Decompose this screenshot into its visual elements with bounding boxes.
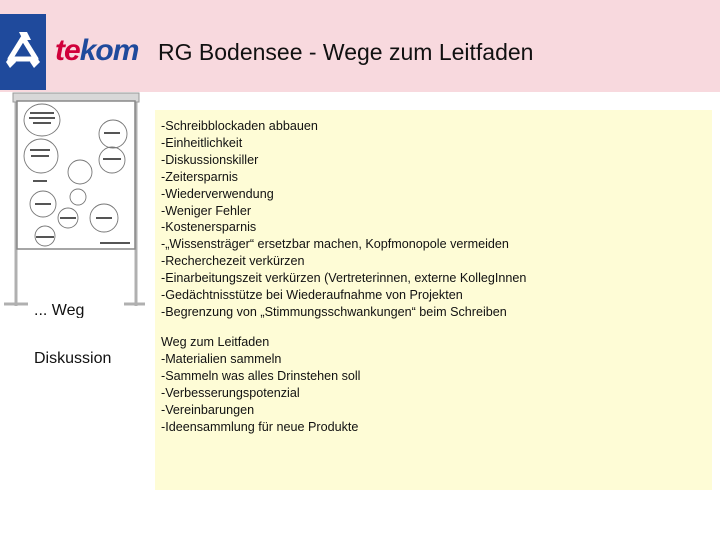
list-item: -Begrenzung von „Stimmungsschwankungen“ beim Schreiben bbox=[161, 304, 507, 319]
list-item: -Kostenersparnis bbox=[161, 220, 257, 235]
slide-title: RG Bodensee - Wege zum Leitfaden bbox=[158, 39, 534, 65]
list-item: -„Wissensträger“ ersetzbar machen, Kopfmonopole vermeiden bbox=[161, 237, 509, 252]
tekom-logo-text: tekom bbox=[55, 34, 139, 67]
list-item: -Zeitersparnis bbox=[161, 169, 238, 184]
list-item: -Schreibblockaden abbauen bbox=[161, 119, 318, 133]
list-item: -Gedächtnisstütze bei Wiederaufnahme von Projekten bbox=[161, 288, 463, 303]
path-list bbox=[161, 334, 360, 435]
discussion-label: Diskussion bbox=[34, 350, 112, 367]
whiteboard-photo bbox=[0, 92, 145, 307]
list-item: -Verbesserungspotenzial bbox=[161, 385, 300, 400]
list-item: -Ideensammlung für neue Produkte bbox=[161, 419, 359, 434]
tekom-logo-icon bbox=[0, 14, 46, 90]
list-item: -Vereinbarungen bbox=[161, 402, 255, 417]
partial-label: ... Weg bbox=[34, 304, 85, 318]
list-item: -Recherchezeit verkürzen bbox=[161, 254, 305, 269]
benefits-list bbox=[161, 118, 526, 321]
list-item: -Wiederverwendung bbox=[161, 186, 274, 201]
list-item: -Sammeln was alles Drinstehen soll bbox=[161, 368, 361, 383]
list-item: -Weniger Fehler bbox=[161, 203, 252, 218]
list-item: -Materialien sammeln bbox=[161, 351, 282, 366]
list-heading: Weg zum Leitfaden bbox=[161, 335, 270, 349]
list-item: -Einarbeitungszeit verkürzen (Vertreterinnen, externe KollegInnen bbox=[161, 271, 527, 286]
content-box bbox=[155, 110, 712, 490]
list-item: -Einheitlichkeit bbox=[161, 135, 243, 150]
list-item: -Diskussionskiller bbox=[161, 152, 259, 167]
